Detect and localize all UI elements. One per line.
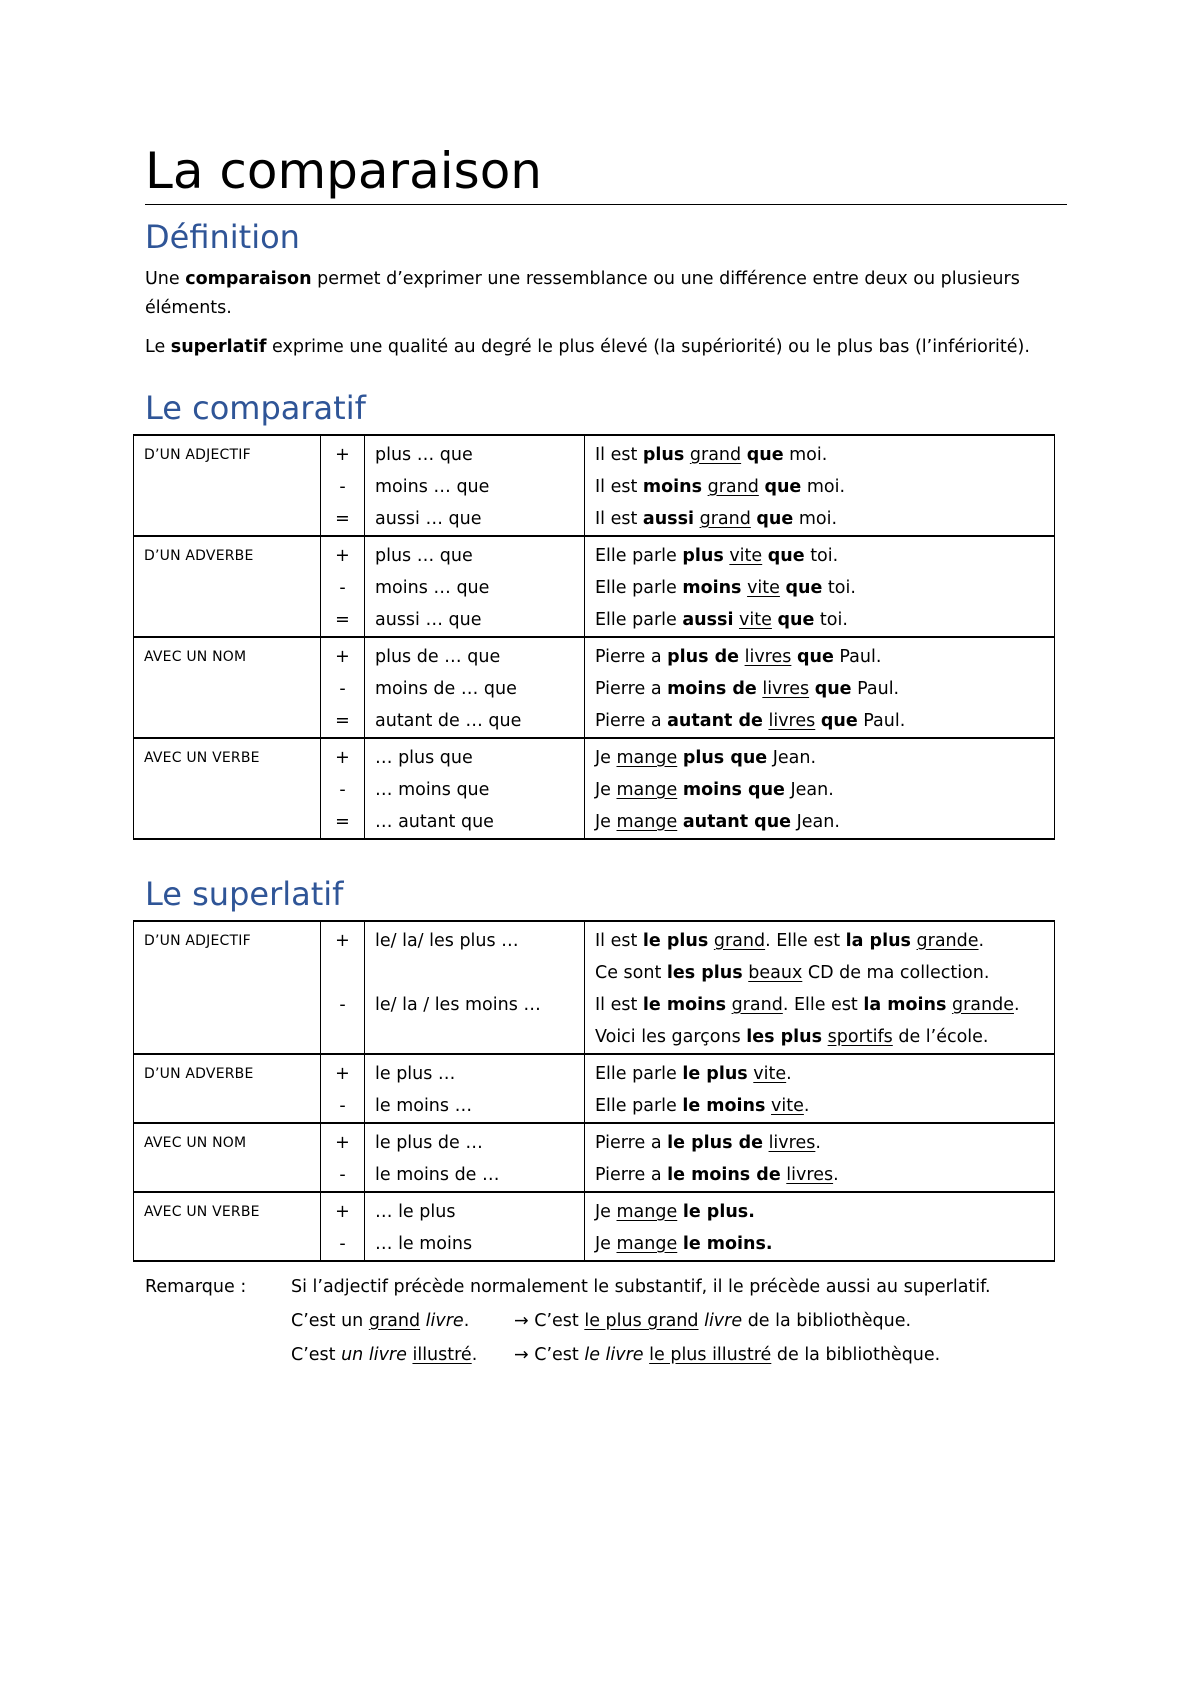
example-sentence [595, 925, 1044, 957]
category-label: D’UN ADVERBE [144, 1066, 254, 1082]
text-run: illustré [412, 1345, 472, 1365]
table-row [134, 1192, 1055, 1261]
example-sentence [595, 742, 1044, 774]
text-run: mange [616, 780, 678, 800]
text-run: grande [951, 995, 1014, 1015]
text-run: Il est [595, 931, 643, 951]
text-run: que [746, 445, 784, 465]
sign-symbol: - [339, 1096, 346, 1116]
example-cell [585, 738, 1055, 839]
text-run: vite [729, 546, 763, 566]
category-cell [134, 921, 321, 1054]
text-run: Jean. [784, 780, 834, 800]
sign-symbol: + [335, 546, 350, 566]
example-sentence [595, 774, 1044, 806]
form-text: le moins … [375, 1096, 473, 1116]
text-run: les plus [746, 1027, 823, 1047]
sign-symbol: - [339, 679, 346, 699]
form-text: … plus que [375, 748, 473, 768]
category-cell [134, 1123, 321, 1192]
text-run: moins [682, 578, 742, 598]
text-run: les plus [666, 963, 743, 983]
text-run: plus [642, 445, 685, 465]
text-run: moi. [801, 477, 846, 497]
sign-symbol: - [339, 995, 346, 1015]
text-run: vite [753, 1064, 787, 1084]
table-row [134, 435, 1055, 536]
example-sentence [595, 1021, 1044, 1053]
sign-symbol: - [339, 1234, 346, 1254]
text-run: un livre [341, 1345, 407, 1365]
text-run: Pierre a [595, 711, 668, 731]
text-run: Je [595, 1202, 617, 1222]
sign-cell [321, 1054, 365, 1123]
example-cell [585, 536, 1055, 637]
definition-paragraph-2 [145, 333, 1065, 362]
text-run: toi. [814, 610, 848, 630]
example-sentence [595, 1228, 1044, 1260]
table-row [134, 637, 1055, 738]
form-cell [365, 738, 585, 839]
text-run: que [796, 647, 834, 667]
sign-symbol: + [335, 931, 350, 951]
form-text: … le moins [375, 1234, 473, 1254]
text-run: vite [747, 578, 780, 598]
category-cell [134, 1192, 321, 1261]
remarque-example-right [514, 1304, 911, 1338]
text-run: livres [786, 1165, 834, 1185]
text-run: Il est [595, 995, 643, 1015]
sign-cell [321, 435, 365, 536]
form-text: moins … que [375, 477, 490, 497]
page-title: La comparaison [145, 140, 1067, 205]
sign-cell [321, 536, 365, 637]
form-text: plus … que [375, 546, 473, 566]
text-run: le plus de [667, 1133, 763, 1153]
sign-symbol: + [335, 748, 350, 768]
category-cell [134, 1054, 321, 1123]
text-run: moins que [682, 780, 785, 800]
example-sentence [595, 641, 1044, 673]
text-run: livres [768, 1133, 816, 1153]
text-run: moins de [667, 679, 757, 699]
sign-symbol: + [335, 1064, 350, 1084]
example-sentence [595, 572, 1044, 604]
example-sentence [595, 705, 1044, 737]
remarque-body [291, 1270, 1065, 1372]
text-run: le plus illustré [649, 1345, 772, 1365]
example-sentence [595, 1196, 1044, 1228]
sign-symbol: = [335, 509, 350, 529]
form-cell [365, 637, 585, 738]
text-run: Elle parle [595, 610, 683, 630]
form-cell [365, 1123, 585, 1192]
text-run: exprime une qualité au degré le plus élevé (la supériorité) ou le plus bas (l’infériorité). [266, 337, 1030, 357]
example-sentence [595, 1058, 1044, 1090]
text-run: C’est un [291, 1311, 369, 1331]
form-text: aussi … que [375, 509, 482, 529]
sign-symbol [331, 1021, 354, 1053]
form-text: le/ la / les moins … [375, 995, 541, 1015]
form-text: … autant que [375, 812, 494, 832]
text-run: livre [425, 1311, 464, 1331]
text-run: grand [731, 995, 783, 1015]
text-run: Pierre a [595, 1133, 668, 1153]
text-run: . [463, 1311, 470, 1331]
text-run: . Elle est [782, 995, 864, 1015]
form-text: … le plus [375, 1202, 456, 1222]
example-cell [585, 1192, 1055, 1261]
definition-paragraph-1 [145, 265, 1065, 323]
text-run: . [786, 1064, 792, 1084]
table-row [134, 921, 1055, 1054]
text-run: le moins de [667, 1165, 781, 1185]
text-run: . [833, 1165, 839, 1185]
sign-symbol: = [335, 610, 350, 630]
category-label: AVEC UN NOM [144, 649, 247, 665]
document-content [145, 140, 1065, 1372]
sign-cell [321, 921, 365, 1054]
text-run: grand [713, 931, 766, 951]
text-run: Pierre a [595, 647, 668, 667]
form-cell [365, 435, 585, 536]
form-text: plus … que [375, 445, 473, 465]
text-run: sportifs [827, 1027, 893, 1047]
sign-symbol: + [335, 445, 350, 465]
text-run: comparaison [185, 269, 312, 289]
example-sentence [595, 503, 1044, 535]
text-run: grand [689, 445, 742, 465]
superlatif-table [133, 920, 1055, 1262]
text-run: C’est [291, 1345, 342, 1365]
example-sentence [595, 1127, 1044, 1159]
text-run: grand [368, 1311, 421, 1331]
text-run: beaux [748, 963, 803, 983]
text-run: Il est [595, 509, 643, 529]
form-text: aussi … que [375, 610, 482, 630]
text-run: Voici les garçons [595, 1027, 747, 1047]
form-text: le/ la/ les plus … [375, 931, 519, 951]
text-run: que [756, 509, 794, 529]
text-run: livres [762, 679, 810, 699]
text-run: le moins [682, 1096, 766, 1116]
comparatif-heading: Le comparatif [145, 389, 366, 427]
text-run: Le [145, 337, 171, 357]
text-run: . [471, 1345, 478, 1365]
remarque-example-left [291, 1304, 514, 1338]
remarque-example-1 [291, 1304, 1065, 1338]
sign-symbol: = [335, 812, 350, 832]
text-run: grand [707, 477, 759, 497]
sign-symbol [331, 957, 354, 989]
remarque-text: Si l’adjectif précède normalement le substantif, il le précède aussi au superlatif. [291, 1277, 991, 1297]
text-run: superlatif [170, 337, 267, 357]
text-run: permet d’exprimer une ressemblance ou une différence entre deux ou plusieurs éléments. [145, 269, 1020, 318]
text-run: Il est [595, 445, 643, 465]
example-sentence [595, 439, 1044, 471]
text-run: que [777, 610, 815, 630]
text-run: CD de ma collection. [802, 963, 990, 983]
remarque-label: Remarque : [145, 1277, 247, 1297]
text-run: de l’école. [892, 1027, 989, 1047]
category-label: D’UN ADJECTIF [144, 447, 251, 463]
example-cell [585, 435, 1055, 536]
text-run: aussi [682, 610, 734, 630]
text-run: Elle parle [595, 546, 683, 566]
form-text: moins … que [375, 578, 490, 598]
text-run: le moins [642, 995, 726, 1015]
text-run: le plus [682, 1064, 748, 1084]
form-text: le plus … [375, 1064, 456, 1084]
text-run: mange [616, 1234, 678, 1254]
sign-cell [321, 738, 365, 839]
form-text: le plus de … [375, 1133, 483, 1153]
text-run: Il est [595, 477, 643, 497]
category-cell [134, 435, 321, 536]
text-run: Elle parle [595, 1096, 683, 1116]
text-run: moi. [793, 509, 838, 529]
category-label: AVEC UN VERBE [144, 750, 260, 766]
text-run: autant de [667, 711, 763, 731]
text-run: autant que [682, 812, 792, 832]
sign-cell [321, 637, 365, 738]
definition-heading: Définition [145, 218, 300, 256]
text-run: Je [595, 780, 617, 800]
example-cell [585, 637, 1055, 738]
text-run: moins [642, 477, 703, 497]
category-label: AVEC UN VERBE [144, 1204, 260, 1220]
text-run: Ce sont [595, 963, 667, 983]
text-run: Jean. [791, 812, 840, 832]
example-cell [585, 1054, 1055, 1123]
text-run: Paul. [833, 647, 882, 667]
form-text: … moins que [375, 780, 490, 800]
text-run: le plus [642, 931, 709, 951]
text-run: que [820, 711, 858, 731]
text-run: que [767, 546, 805, 566]
text-run: Je [595, 812, 617, 832]
text-run: grande [916, 931, 979, 951]
category-cell [134, 738, 321, 839]
text-run: que [814, 679, 852, 699]
remarque-example-2 [291, 1338, 1065, 1372]
text-run: le livre [584, 1345, 644, 1365]
text-run: mange [616, 1202, 678, 1222]
text-run: mange [616, 748, 678, 768]
table-row [134, 536, 1055, 637]
text-run: vite [771, 1096, 804, 1116]
text-run: Elle parle [595, 1064, 683, 1084]
text-run: vite [739, 610, 772, 630]
text-run: Je [595, 748, 617, 768]
comparatif-table [133, 434, 1055, 840]
text-run: Elle parle [595, 578, 683, 598]
form-cell [365, 1054, 585, 1123]
form-text: le moins de … [375, 1165, 500, 1185]
text-run: la moins [863, 995, 947, 1015]
form-text: moins de … que [375, 679, 517, 699]
text-run: . Elle est [765, 931, 846, 951]
remarque-example-right [514, 1338, 940, 1372]
text-run: que [785, 578, 823, 598]
example-cell [585, 1123, 1055, 1192]
table-row [134, 1123, 1055, 1192]
sign-symbol: + [335, 1133, 350, 1153]
category-label: D’UN ADVERBE [144, 548, 254, 564]
text-run: aussi [642, 509, 695, 529]
example-sentence [595, 957, 1044, 989]
text-run: le plus grand [584, 1311, 699, 1331]
text-run: livre [704, 1311, 743, 1331]
text-run: . [803, 1096, 810, 1116]
text-run: plus [682, 546, 724, 566]
form-text [375, 957, 574, 989]
text-run: Une [145, 269, 186, 289]
text-run: . [1013, 995, 1020, 1015]
text-run: livres [768, 711, 816, 731]
text-run: moi. [783, 445, 828, 465]
text-run: de la bibliothèque. [742, 1311, 912, 1331]
text-run: plus que [682, 748, 768, 768]
sign-symbol: - [339, 477, 346, 497]
form-text: plus de … que [375, 647, 501, 667]
text-run: que [764, 477, 802, 497]
remarque-block [145, 1270, 1065, 1372]
text-run: Paul. [857, 711, 906, 731]
text-run: → C’est [514, 1311, 585, 1331]
text-run: Pierre a [595, 679, 668, 699]
category-label: AVEC UN NOM [144, 1135, 247, 1151]
sign-symbol: = [335, 711, 350, 731]
example-sentence [595, 604, 1044, 636]
category-cell [134, 637, 321, 738]
text-run: toi. [822, 578, 856, 598]
text-run: Paul. [851, 679, 900, 699]
text-run: . [978, 931, 985, 951]
example-sentence [595, 673, 1044, 705]
example-sentence [595, 540, 1044, 572]
text-run: mange [616, 812, 678, 832]
text-run: la plus [845, 931, 911, 951]
text-run: . [815, 1133, 821, 1153]
sign-cell [321, 1192, 365, 1261]
category-cell [134, 536, 321, 637]
text-run: le moins. [682, 1234, 773, 1254]
example-cell [585, 921, 1055, 1054]
form-cell [365, 921, 585, 1054]
sign-symbol: - [339, 780, 346, 800]
text-run: grand [699, 509, 751, 529]
form-cell [365, 536, 585, 637]
form-text: autant de … que [375, 711, 522, 731]
sign-symbol: - [339, 578, 346, 598]
text-run: livres [744, 647, 792, 667]
sign-symbol: + [335, 1202, 350, 1222]
example-sentence [595, 1159, 1044, 1191]
sign-symbol: + [335, 647, 350, 667]
text-run: Jean. [767, 748, 817, 768]
example-sentence [595, 471, 1044, 503]
example-sentence [595, 1090, 1044, 1122]
text-run: toi. [804, 546, 839, 566]
example-sentence [595, 989, 1044, 1021]
text-run: → C’est [514, 1345, 585, 1365]
sign-cell [321, 1123, 365, 1192]
form-cell [365, 1192, 585, 1261]
table-row [134, 738, 1055, 839]
text-run: le plus. [682, 1202, 755, 1222]
table-row [134, 1054, 1055, 1123]
text-run: Je [595, 1234, 617, 1254]
text-run: plus de [667, 647, 740, 667]
sign-symbol: - [339, 1165, 346, 1185]
superlatif-heading: Le superlatif [145, 875, 344, 913]
text-run: de la bibliothèque. [771, 1345, 941, 1365]
form-text [375, 1021, 574, 1053]
text-run: Pierre a [595, 1165, 668, 1185]
category-label: D’UN ADJECTIF [144, 933, 251, 949]
example-sentence [595, 806, 1044, 838]
remarque-example-left [291, 1338, 514, 1372]
